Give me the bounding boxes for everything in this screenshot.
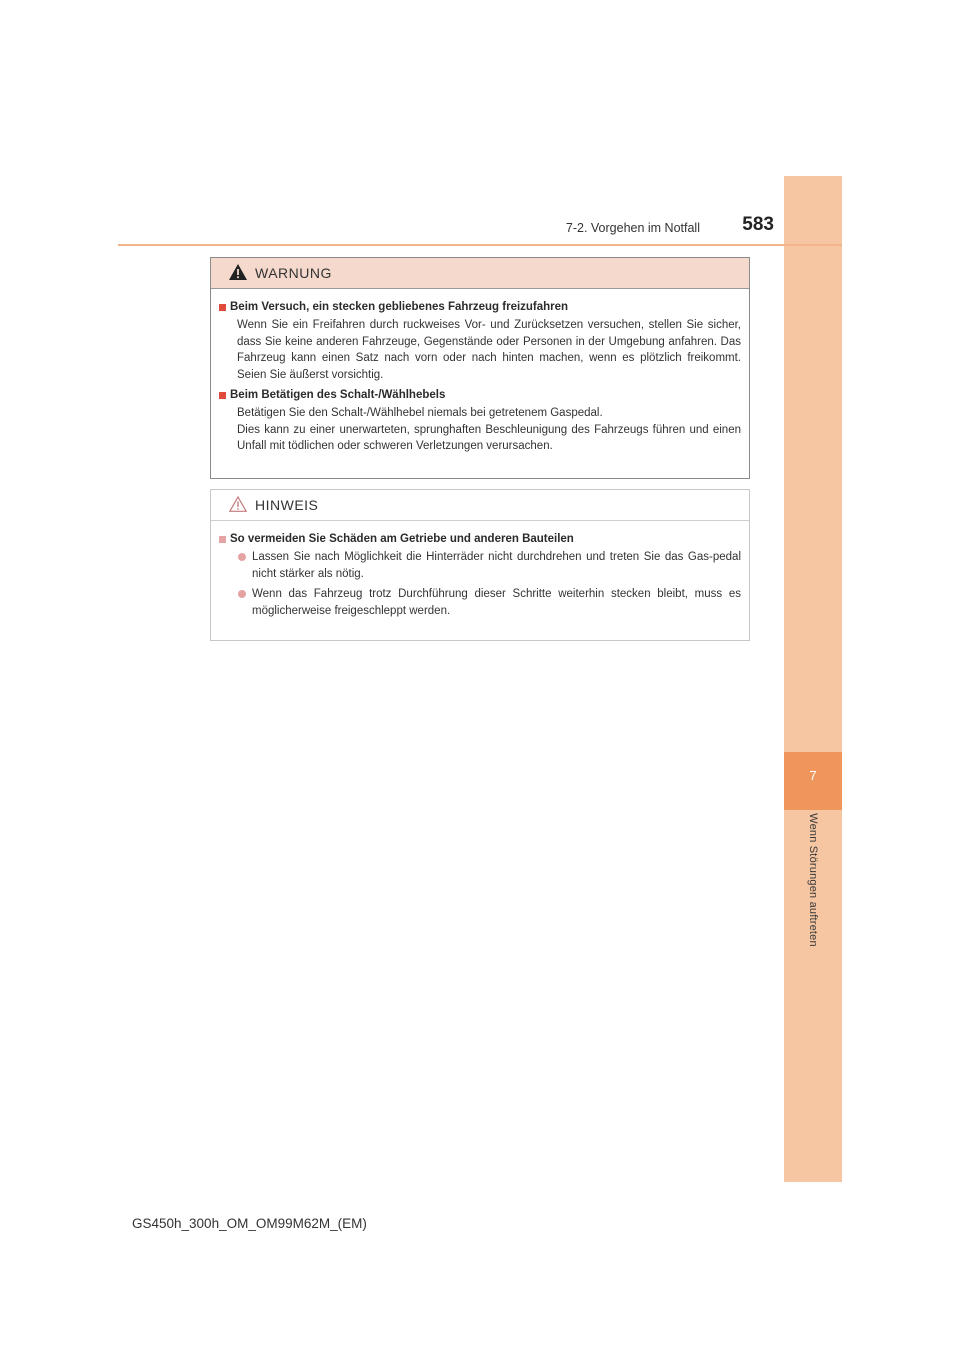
section-title: 7-2. Vorgehen im Notfall [565, 221, 700, 235]
document-code: GS450h_300h_OM_OM99M62M_(EM) [132, 1216, 367, 1231]
square-bullet-icon [219, 536, 226, 543]
round-bullet-icon [238, 553, 246, 561]
chapter-side-strip [784, 176, 842, 1182]
chapter-title: Wenn Störungen auftreten [807, 813, 819, 947]
warning-body [211, 289, 749, 455]
warning-box [210, 257, 750, 479]
notice-body [211, 521, 749, 619]
warning-header [211, 258, 749, 289]
chapter-number: 7 [809, 768, 817, 783]
notice-item-title: So vermeiden Sie Schäden am Getriebe und anderen Bauteilen [219, 533, 741, 545]
notice-header [211, 490, 749, 521]
warning-item-title: Beim Versuch, ein stecken gebliebenes Fahrzeug freizufahren [219, 301, 741, 313]
warning-item-title: Beim Betätigen des Schalt-/Wählhebels [219, 389, 741, 401]
list-item: Wenn das Fahrzeug trotz Durchführung dieser Schritte weiterhin stecken bleibt, muss es möglicherweise freigeschleppt werden. [219, 586, 741, 619]
warning-item-text: Wenn Sie ein Freifahren durch ruckweises Vor- und Zurücksetzen versuchen, stellen Sie sicher, dass Sie keine anderen Fahrzeuge, Gegenstände oder Personen in der Umgebung anfahren. Das Fahrzeug kann einen Satz nach vorn oder nach hinten machen, wenn es plötzlich freikommt. Seien Sie äußerst vorsichtig. [237, 319, 741, 381]
list-item: Lassen Sie nach Möglichkeit die Hinterräder nicht durchdrehen und treten Sie das Gas-pedal nicht stärker als nötig. [219, 549, 741, 582]
chapter-tab [784, 752, 842, 810]
notice-box [210, 489, 750, 641]
round-bullet-icon [238, 590, 246, 598]
warning-triangle-icon [229, 264, 247, 285]
warning-item-text: Dies kann zu einer unerwarteten, sprunghaften Beschleunigung des Fahrzeugs führen und einen Unfall mit tödlichen oder schweren Verletzungen verursachen. [237, 423, 741, 452]
notice-title: HINWEIS [255, 497, 319, 513]
square-bullet-icon [219, 392, 226, 399]
header-divider [118, 244, 842, 246]
page-number: 583 [742, 214, 774, 235]
warning-title: WARNUNG [255, 265, 332, 281]
caution-triangle-outline-icon [229, 496, 247, 517]
square-bullet-icon [219, 304, 226, 311]
warning-item-text: Betätigen Sie den Schalt-/Wählhebel niemals bei getretenem Gaspedal. [237, 407, 603, 419]
